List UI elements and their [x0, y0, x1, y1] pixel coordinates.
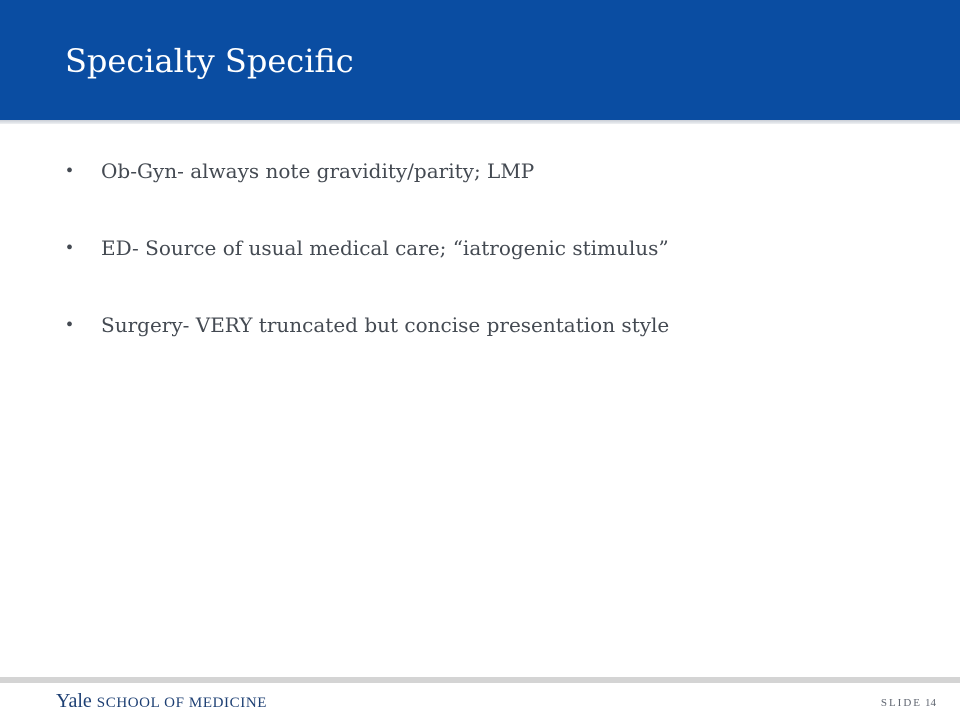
yale-school-of-medicine-wordmark — [56, 690, 267, 713]
bullet-text: ED- Source of usual medical care; “iatrogenic stimulus” — [101, 236, 669, 260]
yale-wordmark: Yale — [56, 690, 92, 712]
slide-title: Specialty Specific — [65, 42, 354, 80]
school-of-medicine-wordmark: SCHOOL OF MEDICINE — [96, 695, 268, 711]
slide-label: SLIDE — [880, 697, 922, 709]
title-bar-shadow — [0, 120, 960, 124]
bullet-marker: • — [66, 160, 74, 182]
bullet-text: Ob-Gyn- always note gravidity/parity; LMP — [101, 159, 535, 183]
slide-number-value: 14 — [925, 697, 936, 709]
bullet-marker: • — [66, 237, 74, 259]
bullet-item-surgery — [66, 308, 926, 385]
bullet-marker: • — [66, 314, 74, 336]
slide-number — [881, 697, 936, 709]
bullet-list — [66, 154, 926, 385]
bullet-item-ed — [66, 231, 926, 308]
bullet-item-ob-gyn — [66, 154, 926, 231]
bullet-text: Surgery- VERY truncated but concise presentation style — [101, 313, 670, 337]
footer-divider — [0, 677, 960, 683]
